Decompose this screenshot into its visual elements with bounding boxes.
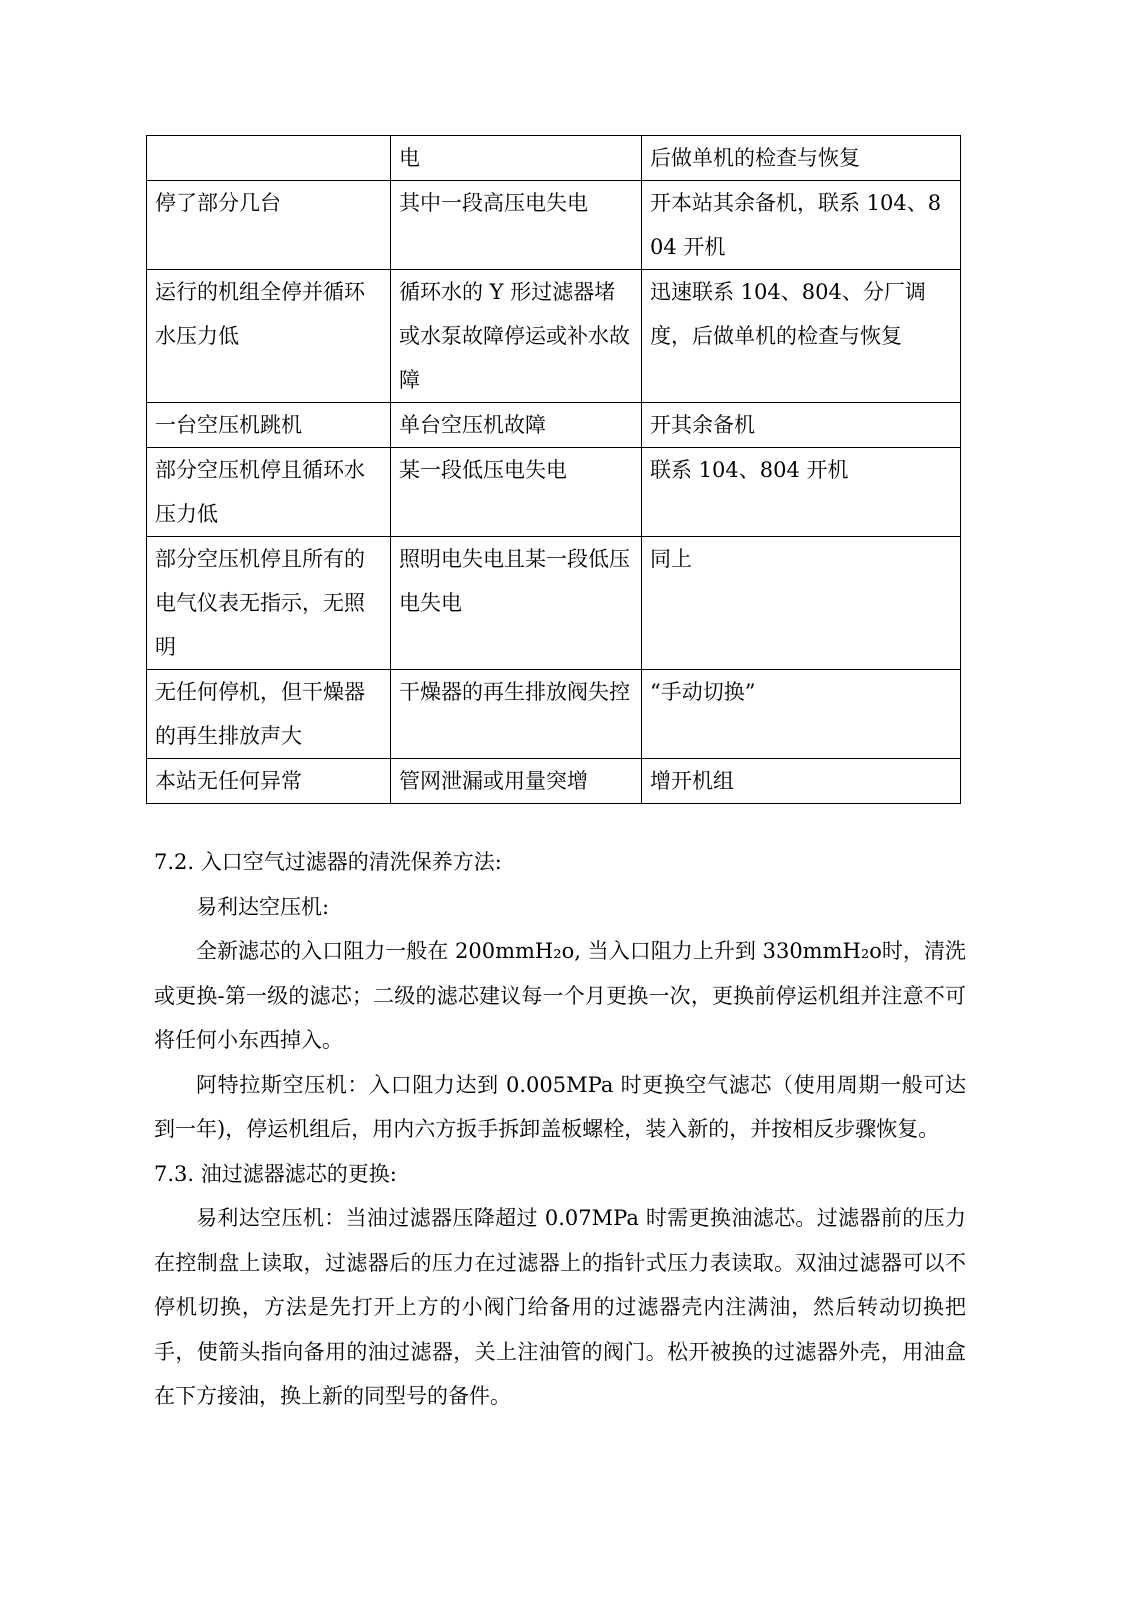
- body-text: [154, 840, 966, 1419]
- table-cell-symptom: 部分空压机停且所有的电气仪表无指示，无照明: [147, 537, 391, 670]
- paragraph: 阿特拉斯空压机：入口阻力达到 0.005MPa 时更换空气滤芯（使用周期一般可达到一年)，停运机组后，用内六方扳手拆卸盖板螺栓，装入新的，并按相反步骤恢复。: [154, 1072, 966, 1141]
- subheading-elitek-compressor: 易利达空压机:: [196, 894, 330, 919]
- table-row: [147, 270, 961, 403]
- table-cell-cause: 循环水的 Y 形过滤器堵或水泵故障停运或补水故障: [391, 270, 642, 403]
- table-cell-symptom: 运行的机组全停并循环水压力低: [147, 270, 391, 403]
- table-row: [147, 181, 961, 270]
- table-cell-action: 开本站其余备机，联系 104、804 开机: [642, 181, 961, 270]
- table-cell-action: 同上: [642, 537, 961, 670]
- table-row: [147, 448, 961, 537]
- table-cell-symptom: 本站无任何异常: [147, 759, 391, 804]
- table-cell-action: 迅速联系 104、804、分厂调度，后做单机的检查与恢复: [642, 270, 961, 403]
- table-row: [147, 136, 961, 181]
- table-row: [147, 403, 961, 448]
- paragraph: 易利达空压机：当油过滤器压降超过 0.07MPa 时需更换油滤芯。过滤器前的压力在控制盘上读取，过滤器后的压力在过滤器上的指针式压力表读取。双油过滤器可以不停机切换，方法是先打开上方的小阀门给备用的过滤器壳内注满油，然后转动切换把手，使箭头指向备用的油过滤器，关上注油管的阀门。松开被换的过滤器外壳，用油盒在下方接油，换上新的同型号的备件。: [154, 1206, 966, 1408]
- table-cell-cause: 电: [391, 136, 642, 181]
- table-cell-action: 联系 104、804 开机: [642, 448, 961, 537]
- table-cell-symptom: [147, 136, 391, 181]
- table-cell-symptom: 部分空压机停且循环水压力低: [147, 448, 391, 537]
- table-cell-cause: 管网泄漏或用量突增: [391, 759, 642, 804]
- table-cell-action: “手动切换”: [642, 670, 961, 759]
- table-cell-cause: 某一段低压电失电: [391, 448, 642, 537]
- paragraph: 全新滤芯的入口阻力一般在 200mmH₂o, 当入口阻力上升到 330mmH₂o时，清洗或更换-第一级的滤芯；二级的滤芯建议每一个月更换一次，更换前停运机组并注意不可将任何小东西掉入。: [154, 939, 966, 1052]
- table-cell-symptom: 无任何停机，但干燥器的再生排放声大: [147, 670, 391, 759]
- table-row: [147, 759, 961, 804]
- table-cell-cause: 单台空压机故障: [391, 403, 642, 448]
- table-cell-action: 增开机组: [642, 759, 961, 804]
- table-row: [147, 670, 961, 759]
- fault-table: [146, 135, 961, 804]
- section-heading-7-2: 7.2. 入口空气过滤器的清洗保养方法:: [154, 850, 502, 874]
- section-heading-7-3: 7.3. 油过滤器滤芯的更换:: [154, 1161, 397, 1186]
- table-row: [147, 537, 961, 670]
- table-cell-action: 后做单机的检查与恢复: [642, 136, 961, 181]
- table-cell-action: 开其余备机: [642, 403, 961, 448]
- table-cell-cause: 干燥器的再生排放阀失控: [391, 670, 642, 759]
- table-cell-symptom: 一台空压机跳机: [147, 403, 391, 448]
- table-cell-cause: 其中一段高压电失电: [391, 181, 642, 270]
- table-cell-cause: 照明电失电且某一段低压电失电: [391, 537, 642, 670]
- table-cell-symptom: 停了部分几台: [147, 181, 391, 270]
